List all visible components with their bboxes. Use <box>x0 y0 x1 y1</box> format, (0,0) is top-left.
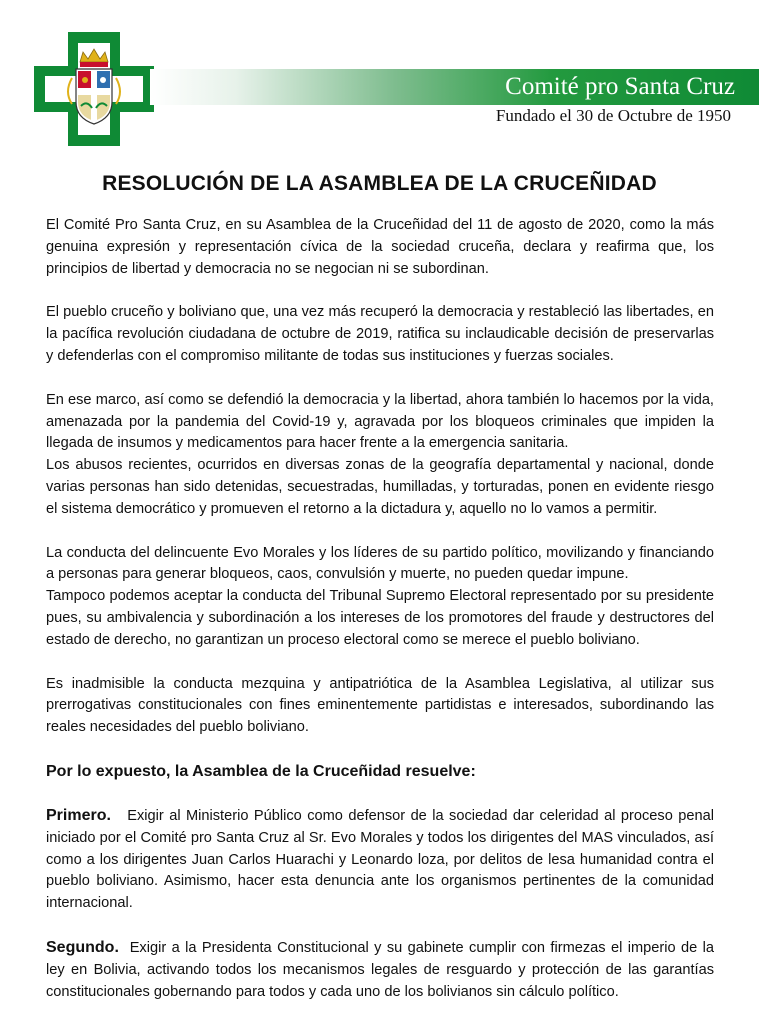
paragraph-5: La conducta del delincuente Evo Morales y los líderes de su partido político, movilizando y financiando a personas para generar bloqueos, caos, convulsión y muerte, no pueden quedar impune. <box>46 544 714 583</box>
first-label: Primero. <box>46 806 111 824</box>
paragraph-3: En ese marco, así como se defendió la democracia y la libertad, ahora también lo hacemos por la vida, amenazada por la pandemia del Covid-19 y, agravada por los bloqueos criminales que impiden la llegada de insumos y medicamentos para hacer frente a la emergencia sanitaria. <box>46 391 714 452</box>
document-title: RESOLUCIÓN DE LA ASAMBLEA DE LA CRUCEÑIDAD <box>102 172 657 195</box>
paragraph-1: El Comité Pro Santa Cruz, en su Asamblea de la Cruceñidad del 11 de agosto de 2020, como la más genuina expresión y representación cívica de la sociedad cruceña, declara y reafirma que, los principios de libertad y democracia no se negocian ni se subordinan. <box>46 217 714 277</box>
letterhead <box>0 0 759 150</box>
paragraph-4: Los abusos recientes, ocurridos en diversas zonas de la geografía departamental y nacional, donde varias personas han sido detenidas, secuestradas, humilladas, y torturadas, ponen en evidente riesgo el sistema democrático y promueven el retorno a la dictadura y, aquello no lo vamos a permitir. <box>46 457 714 517</box>
document-body <box>46 215 714 1003</box>
founding-date: Fundado el 30 de Octubre de 1950 <box>495 106 731 125</box>
second-text: Exigir a la Presidenta Constitucional y su gabinete cumplir con firmezas el imperio de la ley en Bolivia, activando todos los mecanismos legales de resguardo y protección de las garantías constitucionales gobernando para todos y cada uno de los bolivianos sin cálculo político. <box>46 939 714 1000</box>
second-label: Segundo. <box>46 938 119 956</box>
paragraph-2: El pueblo cruceño y boliviano que, una vez más recuperó la democracia y restableció las libertades, en la pacífica revolución ciudadana de octubre de 2019, ratifica su inclaudicable decisión de preservarlas y defenderlas con el compromiso militante de todas sus instituciones y fuerzas sociales. <box>46 304 714 364</box>
first-text: Exigir al Ministerio Público como defensor de la sociedad dar celeridad al proceso penal iniciado por el Comité pro Santa Cruz al Sr. Evo Morales y todos los dirigentes del MAS vinculados, así como a los dirigentes Juan Carlos Huarachi y Leonardo loza, por delitos de lesa humanidad contra el pueblo boliviano. Asimismo, hacer esta denuncia ante los organismos pertinentes de la comunidad internacional. <box>46 807 714 912</box>
resolution-first <box>46 805 714 915</box>
resolution-second <box>46 937 714 1003</box>
organization-name: Comité pro Santa Cruz <box>505 73 735 100</box>
cross-coat-of-arms-icon <box>34 32 154 146</box>
resolution-heading: Por lo expuesto, la Asamblea de la Cruceñidad resuelve: <box>46 762 476 780</box>
paragraph-6: Tampoco podemos aceptar la conducta del Tribunal Supremo Electoral representado por su presidente pues, su ambivalencia y subordinación a los intereses de los promotores del fraude y destructores del estado de derecho, no garantizan un proceso electoral como se merece el pueblo boliviano. <box>46 588 714 648</box>
paragraph-7: Es inadmisible la conducta mezquina y antipatriótica de la Asamblea Legislativa, al utilizar sus prerrogativas constitucionales con fines eminentemente partidistas e interesados, subordinando las reales necesidades del pueblo boliviano. <box>46 675 714 736</box>
